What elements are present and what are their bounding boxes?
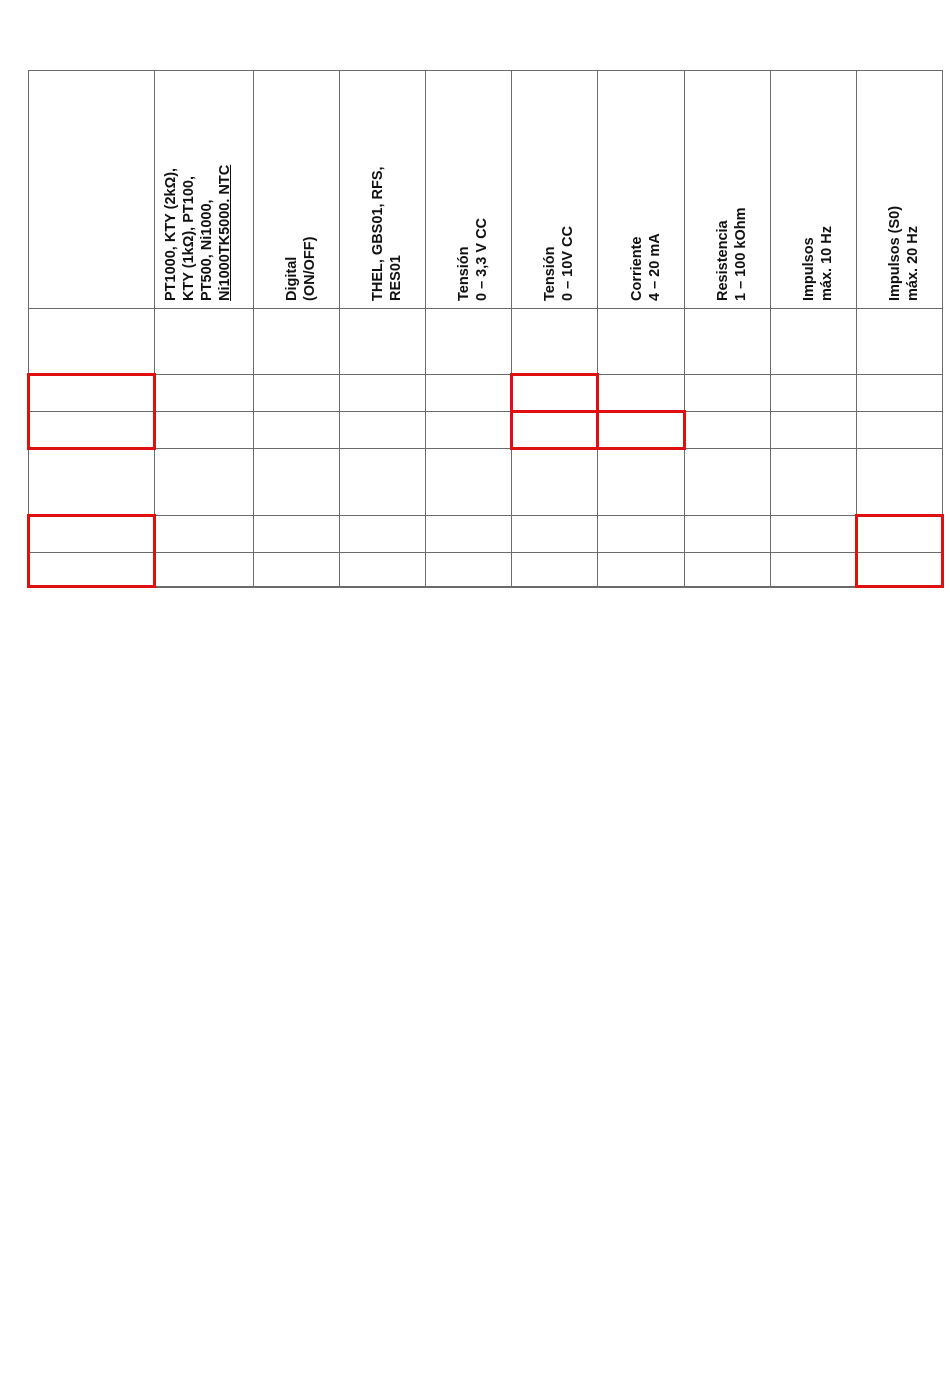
table-cell [856, 586, 943, 588]
table-cell [684, 448, 771, 516]
table-cell [597, 411, 685, 449]
table-cell [28, 586, 155, 588]
header-cell-2 [253, 70, 340, 309]
table-cell [154, 308, 254, 375]
table-cell [770, 374, 857, 412]
header-line: Impulsos [801, 237, 817, 301]
table-cell [856, 552, 943, 587]
header-line: Tensión [456, 246, 472, 301]
header-cell-8 [770, 70, 857, 309]
table-cell [425, 308, 512, 375]
table-cell [684, 586, 771, 588]
table-cell [511, 586, 598, 588]
header-label [800, 226, 836, 301]
header-cell-9 [856, 70, 943, 309]
table-cell [339, 411, 426, 449]
header-cell-5 [511, 70, 598, 309]
header-label [886, 206, 922, 301]
header-label [455, 218, 491, 301]
table-cell [684, 411, 771, 449]
table-cell [425, 515, 512, 553]
table-cell [597, 308, 685, 375]
table-cell [511, 552, 598, 587]
table-cell [154, 586, 254, 588]
header-line: Ni1000TK5000. NTC [217, 164, 233, 301]
table-cell [253, 515, 340, 553]
table-cell [253, 586, 340, 588]
table-cell [339, 552, 426, 587]
table-cell [339, 586, 426, 588]
table-cell [770, 411, 857, 449]
header-cell-6 [597, 70, 685, 309]
table-cell [597, 515, 685, 553]
header-line: máx. 20 Hz [905, 226, 921, 301]
table-cell [511, 515, 598, 553]
header-label [541, 226, 577, 301]
table-cell [339, 515, 426, 553]
header-line: (ON/OFF) [302, 236, 318, 301]
header-line: 0 – 10V CC [560, 226, 576, 301]
table-cell [770, 586, 857, 588]
table-cell [28, 411, 155, 449]
header-line: 1 – 100 kOhm [733, 207, 749, 301]
table-cell [511, 308, 598, 375]
header-line: 0 – 3,3 V CC [474, 217, 490, 301]
header-line: THEL, GBS01, RFS, [370, 166, 386, 301]
table-cell [154, 374, 254, 412]
table-cell [684, 308, 771, 375]
table-cell [154, 411, 254, 449]
header-cell-4 [425, 70, 512, 309]
header-line: Digital [284, 256, 300, 301]
table-cell [770, 308, 857, 375]
table-cell [425, 374, 512, 412]
header-label [283, 237, 319, 301]
table-cell [511, 374, 598, 412]
table-cell [511, 411, 598, 449]
header-label [369, 166, 405, 301]
header-line: Tensión [542, 246, 558, 301]
header-label [162, 165, 234, 301]
table-cell [856, 515, 943, 553]
header-line: PT1000, KTY (2kΩ), [163, 167, 179, 301]
table-cell [856, 374, 943, 412]
table-cell [856, 308, 943, 375]
table-cell [339, 448, 426, 516]
table-cell [253, 308, 340, 375]
sensor-compatibility-table [0, 0, 950, 600]
header-line: máx. 10 Hz [819, 226, 835, 301]
header-line: PT500, Ni1000, [199, 199, 215, 301]
table-cell [253, 374, 340, 412]
table-cell [28, 552, 155, 587]
table-cell [28, 308, 155, 375]
table-cell [339, 374, 426, 412]
table-cell [154, 552, 254, 587]
table-cell [425, 586, 512, 588]
table-cell [253, 552, 340, 587]
table-cell [684, 552, 771, 587]
header-cell-0 [28, 70, 155, 309]
table-cell [511, 448, 598, 516]
header-cell-1 [154, 70, 254, 309]
table-cell [28, 448, 155, 516]
table-cell [597, 586, 685, 588]
table-cell [770, 448, 857, 516]
header-cell-7 [684, 70, 771, 309]
header-line: Impulsos (S0) [887, 205, 903, 301]
table-cell [154, 448, 254, 516]
table-cell [856, 448, 943, 516]
table-cell [856, 411, 943, 449]
table-cell [425, 448, 512, 516]
table-cell [253, 448, 340, 516]
table-cell [28, 515, 155, 553]
table-cell [770, 552, 857, 587]
header-cell-3 [339, 70, 426, 309]
table-cell [425, 411, 512, 449]
header-line: KTY (1kΩ), PT100, [181, 176, 197, 301]
header-line: RES01 [388, 255, 404, 301]
table-cell [684, 515, 771, 553]
table-cell [154, 515, 254, 553]
table-cell [28, 374, 155, 412]
table-cell [597, 552, 685, 587]
table-cell [770, 515, 857, 553]
table-cell [597, 448, 685, 516]
header-line: 4 – 20 mA [647, 233, 663, 301]
header-line: Corriente [629, 236, 645, 301]
table-cell [684, 374, 771, 412]
header-label [628, 233, 664, 301]
table-cell [597, 374, 685, 412]
header-line: Resistencia [715, 220, 731, 301]
table-cell [253, 411, 340, 449]
table-cell [425, 552, 512, 587]
header-label [714, 208, 750, 302]
table-cell [339, 308, 426, 375]
